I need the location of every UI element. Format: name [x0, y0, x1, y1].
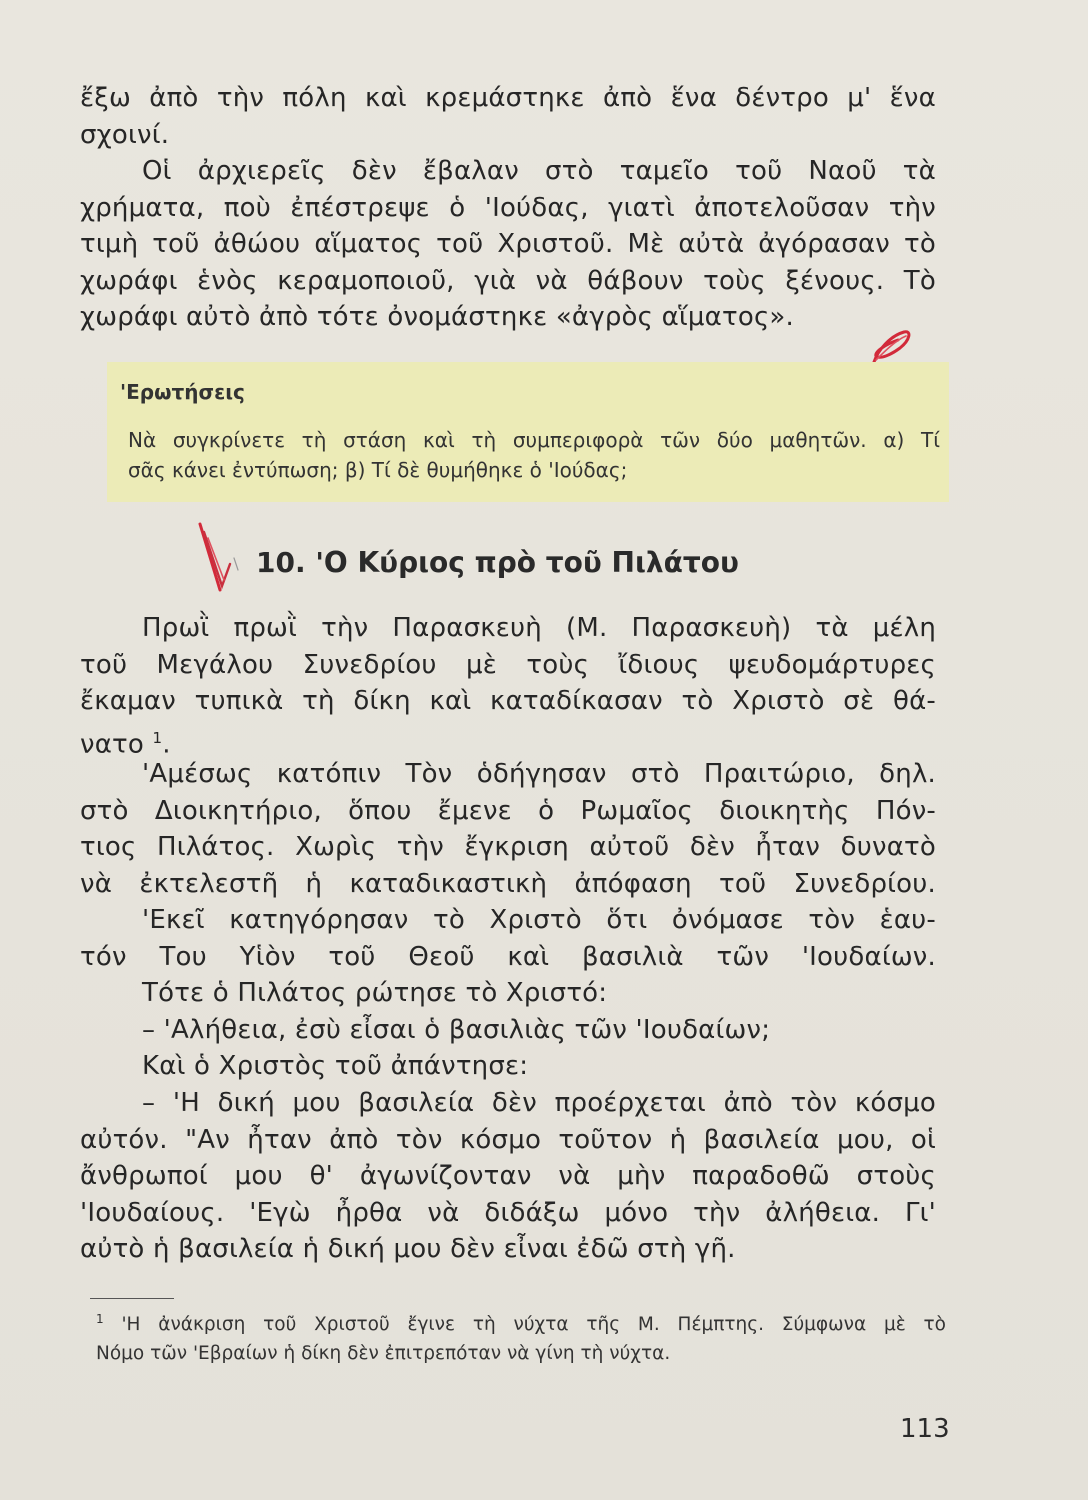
footnote-line: Νόμο τῶν 'Εβραίων ἡ δίκη δὲν ἐπιτρεπόταν νὰ γίνη τὴ νύχτα.	[96, 1343, 671, 1365]
text-line: χρήματα, ποὺ ἐπέστρεψε ὁ 'Ιούδας, γιατὶ ἀποτελοῦσαν τὴν	[80, 192, 936, 223]
red-pencil-slash-icon	[194, 520, 246, 598]
text-line: ἄνθρωποί μου θ' ἀγωνίζονταν νὰ μὴν παραδοθῶ στοὺς	[80, 1161, 936, 1191]
footnote-divider	[90, 1298, 174, 1299]
text-line: χωράφι αὐτὸ ἀπὸ τότε ὀνομάστηκε «ἀγρὸς αἵματος».	[80, 302, 794, 332]
text-fragment: νατο	[80, 729, 145, 760]
questions-text	[128, 425, 940, 485]
text-line: τόν Του Υἱὸν τοῦ Θεοῦ καὶ βασιλιὰ τῶν 'Ιουδαίων.	[80, 941, 936, 972]
text-line: Καὶ ὁ Χριστὸς τοῦ ἀπάντησε:	[142, 1051, 529, 1081]
footnote-reference: 1	[152, 728, 163, 747]
text-line: 'Εκεῖ κατηγόρησαν τὸ Χριστὸ ὅτι ὀνόμασε τὸν ἑαυ-	[142, 905, 936, 935]
text-line: τιμὴ τοῦ ἀθώου αἵματος τοῦ Χριστοῦ. Μὲ αὐτὰ ἀγόρασαν τὸ	[80, 229, 936, 259]
text-line: Τότε ὁ Πιλάτος ρώτησε τὸ Χριστό:	[142, 978, 608, 1008]
paragraph-3	[80, 902, 936, 975]
footnote-marker: 1	[96, 1312, 104, 1326]
paragraph-2	[80, 756, 936, 902]
section-heading: 10. 'Ο Κύριος πρὸ τοῦ Πιλάτου	[256, 546, 739, 579]
text-fragment: 'Η ἀνάκριση τοῦ Χριστοῦ ἔγινε τὴ νύχτα τῆς Μ. Πέμπτης. Σύμφωνα μὲ τὸ	[121, 1314, 946, 1336]
paragraph-5	[80, 1085, 936, 1268]
top-paragraph	[80, 80, 936, 336]
text-fragment: .	[162, 729, 171, 760]
text-line: Νὰ συγκρίνετε τὴ στάση καὶ τὴ συμπεριφορὰ τῶν δύο μαθητῶν. α) Τί	[128, 428, 940, 452]
questions-title: 'Ερωτήσεις	[120, 380, 245, 404]
text-line: – 'Η δική μου βασιλεία δὲν προέρχεται ἀπὸ τὸν κόσμο	[142, 1088, 936, 1118]
text-line: νὰ ἐκτελεστῆ ἡ καταδικαστικὴ ἀπόφαση τοῦ Συνεδρίου.	[80, 868, 936, 899]
text-line: αὐτὸ ἡ βασιλεία ἡ δική μου δὲν εἶναι ἐδῶ στὴ γῆ.	[80, 1234, 736, 1264]
text-line: ἔκαμαν τυπικὰ τὴ δίκη καὶ καταδίκασαν τὸ Χριστὸ σὲ θά-	[80, 686, 936, 716]
text-line: – 'Αλήθεια, ἐσὺ εἶσαι ὁ βασιλιὰς τῶν 'Ιουδαίων;	[142, 1014, 771, 1045]
footnote	[96, 1305, 946, 1368]
text-line: 'Αμέσως κατόπιν Τὸν ὁδήγησαν στὸ Πραιτώριο, δηλ.	[142, 759, 936, 789]
page-number: 113	[900, 1414, 950, 1444]
text-line: Οἱ ἀρχιερεῖς δὲν ἔβαλαν στὸ ταμεῖο τοῦ Ναοῦ τὰ	[142, 156, 936, 186]
footnote-line	[96, 1305, 946, 1339]
text-line: ἔξω ἀπὸ τὴν πόλη καὶ κρεμάστηκε ἀπὸ ἕνα δέντρο μ' ἕνα	[80, 83, 936, 113]
paragraph-1	[80, 610, 936, 763]
text-line: στὸ Διοικητήριο, ὅπου ἔμενε ὁ Ρωμαῖος διοικητὴς Πόν-	[80, 795, 936, 826]
text-line: 'Ιουδαίους. 'Εγὼ ἦρθα νὰ διδάξω μόνο τὴν ἀλήθεια. Γι'	[80, 1197, 936, 1228]
text-line: τιος Πιλάτος. Χωρὶς τὴν ἔγκριση αὐτοῦ δὲν ἦταν δυνατὸ	[80, 832, 936, 862]
text-line: τοῦ Μεγάλου Συνεδρίου μὲ τοὺς ἴδιους ψευδομάρτυρες	[80, 649, 936, 680]
text-line: Πρωῒ πρωῒ τὴν Παρασκευὴ (Μ. Παρασκευὴ) τὰ μέλη	[142, 613, 936, 643]
paragraph-4	[80, 975, 936, 1085]
text-line: σχοινί.	[80, 119, 170, 150]
text-line: σᾶς κάνει ἐντύπωση; β) Τί δὲ θυμήθηκε ὁ 'Ιούδας;	[128, 458, 628, 482]
text-line: αὐτόν. "Αν ἦταν ἀπὸ τὸν κόσμο τοῦτον ἡ βασιλεία μου, οἱ	[80, 1124, 936, 1155]
text-line: χωράφι ἑνὸς κεραμοποιοῦ, γιὰ νὰ θάβουν τοὺς ξένους. Τὸ	[80, 265, 936, 296]
